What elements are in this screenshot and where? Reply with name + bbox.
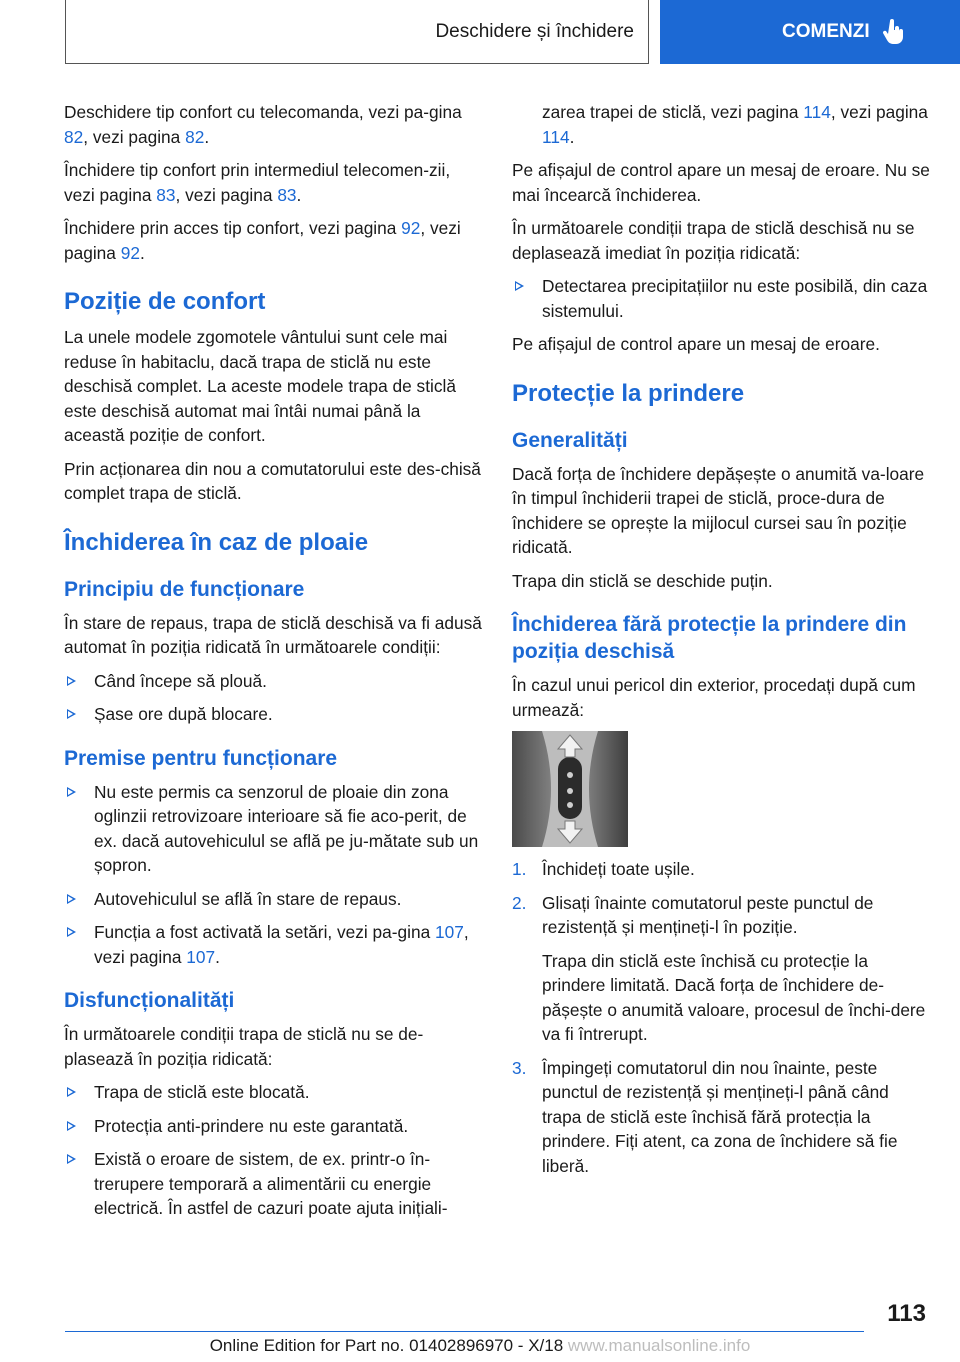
section-header: [65, 0, 649, 64]
list-item: Șase ore după blocare.: [64, 702, 482, 727]
comfort-paragraph: Prin acționarea din nou a comutatorului este des-chisă complet trapa de sticlă.: [64, 458, 481, 503]
list-item: Autovehiculul se află în stare de repaus.: [64, 887, 482, 912]
footer: [0, 1336, 960, 1356]
no-pinch-paragraph: În cazul unui pericol din exterior, procedați după cum urmează:: [512, 675, 916, 720]
malfunction-heading: Disfuncționalități: [64, 989, 235, 1012]
page-link[interactable]: 83: [156, 184, 176, 205]
page-link[interactable]: 114: [542, 126, 570, 147]
edition-text: Online Edition for Part no. 01402896970 - X/18: [209, 1336, 564, 1355]
right-column: [512, 100, 930, 1187]
list-item: Protecția anti-prindere nu este garantată.: [64, 1114, 482, 1139]
triangle-bullet-icon: [515, 281, 524, 291]
error-paragraph: Pe afișajul de control apare un mesaj de eroare. Nu se mai încearcă închiderea.: [512, 160, 930, 205]
malfunction-list-continued: [512, 100, 930, 149]
list-item: Funcția a fost activată la setări, vezi pa-gina 107, vezi pagina 107.: [64, 920, 482, 969]
conditions-list: [512, 274, 930, 323]
premise-heading: Premise pentru funcționare: [64, 746, 338, 770]
comfort-heading: Poziție de confort: [64, 288, 266, 315]
list-item: Când începe să plouă.: [64, 669, 482, 694]
intro-paragraph: Deschidere tip confort cu telecomanda, vezi pa-gina 82, vezi pagina 82.: [64, 102, 462, 147]
section-title: Deschidere și închidere: [435, 20, 634, 42]
page-link[interactable]: 107: [435, 922, 464, 942]
page-link[interactable]: 92: [120, 242, 140, 263]
watermark-text: www.manualsonline.info: [567, 1336, 751, 1355]
triangle-bullet-icon: [67, 1154, 76, 1164]
intro-paragraph: Închidere prin acces tip confort, vezi pagina 92, vezi pagina 92.: [64, 218, 461, 263]
triangle-bullet-icon: [67, 1087, 76, 1097]
page-link[interactable]: 82: [64, 126, 84, 147]
list-item: zarea trapei de sticlă, vezi pagina 114, vezi pagina 114.: [542, 102, 928, 147]
hand-pointer-icon: [882, 19, 906, 45]
conditions-paragraph: În următoarele condiții trapa de sticlă deschisă nu se deplasează imediat în poziția ridicată:: [512, 218, 915, 263]
general-paragraph: Dacă forța de închidere depășește o anumită va-loare în timpul închiderii trapei de sticlă, proce-dura de închidere se oprește la mijlocul cursei sau în poziție ridicată.: [512, 463, 925, 557]
page-link[interactable]: 83: [277, 184, 297, 205]
step-item: 1. Închideți toate ușile.: [512, 859, 695, 879]
error-paragraph: Pe afișajul de control apare un mesaj de eroare.: [512, 334, 880, 354]
triangle-bullet-icon: [67, 676, 76, 686]
intro-paragraph: Închidere tip confort prin intermediul telecomen-zii, vezi pagina 83, vezi pagina 83.: [64, 160, 451, 205]
general-paragraph: Trapa din sticlă se deschide puțin.: [512, 570, 773, 591]
general-heading: Generalități: [512, 428, 628, 452]
page-link[interactable]: 107: [186, 946, 216, 967]
list-item: Există o eroare de sistem, de ex. printr-o în-trerupere temporară a alimentării cu energie electrică. În astfel de cazuri poate ajuta inițiali-: [64, 1147, 482, 1221]
footer-divider: [65, 1331, 864, 1332]
page-link[interactable]: 114: [803, 102, 831, 122]
premise-list: [64, 780, 482, 970]
left-column: [64, 100, 482, 1230]
triangle-bullet-icon: [67, 1121, 76, 1131]
steps-list: [512, 857, 930, 1178]
principle-paragraph: În stare de repaus, trapa de sticlă deschisă va fi adusă automat în poziția ridicată în următoarele condiții:: [64, 612, 482, 657]
list-item: Detectarea precipitațiilor nu este posibilă, din caza sistemului.: [512, 274, 930, 323]
principle-list: [64, 669, 482, 727]
page-link[interactable]: 82: [185, 126, 205, 147]
roof-switch-illustration: [512, 731, 628, 847]
chapter-tab[interactable]: [660, 0, 960, 64]
principle-heading: Principiu de funcționare: [64, 577, 305, 601]
step-item: 3. Împingeți comutatorul din nou înainte, peste punctul de rezistență și mențineți-l până când trapa de sticlă este închisă fără protecția la prindere. Fiți atent, ca zona de închidere să fie liberă.: [512, 1057, 898, 1176]
list-item: Trapa de sticlă este blocată.: [64, 1080, 482, 1105]
pinch-heading: Protecție la prindere: [512, 379, 745, 407]
chapter-tab-label: COMENZI: [782, 21, 870, 42]
triangle-bullet-icon: [67, 927, 76, 937]
triangle-bullet-icon: [67, 894, 76, 904]
triangle-bullet-icon: [67, 709, 76, 719]
triangle-bullet-icon: [67, 787, 76, 797]
rain-heading: Închiderea în caz de ploaie: [64, 528, 369, 556]
comfort-paragraph: La unele modele zgomotele vântului sunt cele mai reduse în habitaclu, dacă trapa de sticlă nu este deschisă complet. La aceste modele trapa de sticlă este deschisă automat mai întâi numai până la această poziție de confort.: [64, 327, 456, 445]
list-item: Nu este permis ca senzorul de ploaie din zona oglinzii retrovizoare interioare să fie aco-perit, de ex. dacă autovehiculul se află pe ju-mătate sub un șopron.: [64, 780, 482, 878]
page-number: 113: [887, 1300, 926, 1327]
step-item: 2. Glisați înainte comutatorul peste punctul de rezistență și mențineți-l în poziție. Trapa din sticlă este închisă cu protecție la prindere limitată. Dacă forța de închidere de-pășește o anumită valoare, procesul de închi-dere va fi întrerupt.: [512, 892, 926, 1044]
malfunction-paragraph: În următoarele condiții trapa de sticlă nu se de-plasează în poziția ridicată:: [64, 1024, 424, 1069]
no-pinch-heading: Închiderea fără protecție la prindere din poziția deschisă: [512, 613, 907, 663]
page-link[interactable]: 92: [401, 218, 421, 238]
malfunction-list: [64, 1080, 482, 1221]
